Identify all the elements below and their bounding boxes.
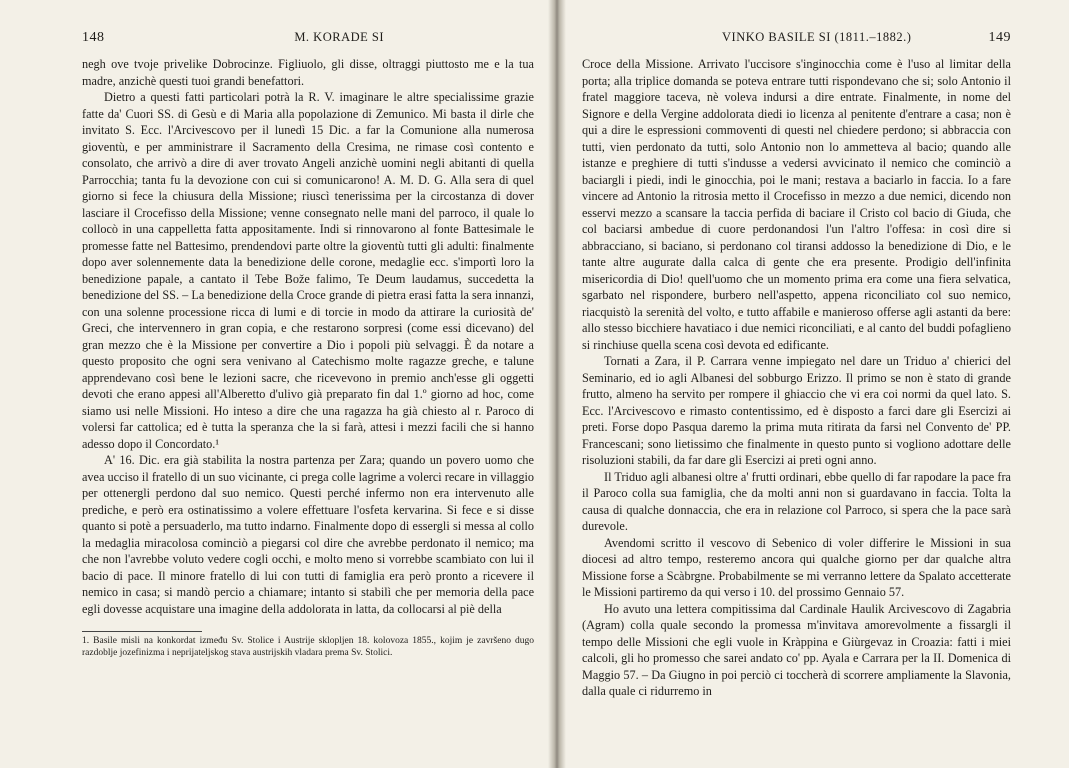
left-page-number: 148	[82, 30, 105, 45]
left-paragraph-3: A' 16. Dic. era già stabilita la nostra partenza per Zara; quando un povero uomo che avea ucciso il fratello di un suo vicinante, ci prega colle lagrime a volerci recare in villaggio per ottenergli perdono dal suo nemico. Questi perché infermo non era intervenuto alle prediche, e però era ostinatissimo a volere effettuare l'osfeta kervarina. Si fece e si disse quanto si potè a persuaderlo, ma tutto indarno. Finalmente dopo di essergli si messa al collo la medaglia miracolosa cominciò a piegarsi col dire che avrebbe perdonato il nemico; ma che non l'avrebbe voluto vedere cogli occhi, e molto meno si vorrebbe scambiato con lui il bacio di pace. Il minore fratello di lui con tutti di famiglia era però pronto a ricevere il nemico in casa; si mandò percio a chiamare; intanto si stabilì che per memoria della pace egli dovesse acquistare una imagine della addolorata in latta, da collocarsi al piè della	[82, 453, 534, 616]
right-paragraph-5: Ho avuto una lettera compitissima dal Cardinale Haulik Arcivescovo di Zagabria (Agram) colla quale secondo la promessa m'invitava amorevolmente a fissargli il tempo delle Missioni che egli vuole in Kràppina e Giùrgevaz in Croazia: fatti i miei calcoli, gli ho promesso che sarei andato co' pp. Ayala e Carrara per la II. Domenica di Maggio 57. – Da Giugno in poi perciò ci toccherà di scorrere ampliamente la Slavonia, dalla quale ci ridurremo in	[582, 601, 1011, 698]
right-running-header	[582, 30, 1011, 46]
footnote: 1. Basile misli na konkordat između Sv. Stolice i Austrije sklopljen 18. kolovoza 1855., kojim je završeno dugo razdoblje jozefinizma i neprijateljskog stava austrijskih vladara prema Sv. Stolici.	[82, 636, 534, 658]
right-page	[566, 0, 1069, 768]
right-running-head: VINKO BASILE SI (1811.–1882.)	[722, 30, 912, 44]
right-paragraph-4: Avendomi scritto il vescovo di Sebenico di voler differire le Missioni in sua diocesi ad altro tempo, resteremo ancora qui qualche giorno per dar qualche altra Missione forse a Scàbrgne. Probabilmente se mi verranno lettere da Spalato accetterate le Missioni partiremo da qui verso i 10. del prossimo Gennaio 57.	[582, 535, 1011, 599]
left-paragraph-1: negh ove tvoje privelike Dobrocinze. Figliuolo, gli disse, oltraggi piuttosto me e la tua madre, anzichè questi tuoi grandi benefattori.	[82, 57, 534, 88]
book-gutter	[548, 0, 566, 768]
right-paragraph-3: Il Triduo agli albanesi oltre a' frutti ordinari, ebbe quello di far rapodare la pace fra il Paroco colla sua famiglia, che da molti anni non si guardavano in faccia. Tolta la causa di qualche donnaccia, che era in relazione col Parroco, si spera che la pace sarà durevole.	[582, 469, 1011, 533]
left-running-head: M. KORADE SI	[294, 30, 384, 44]
right-page-number: 149	[988, 30, 1011, 45]
right-paragraph-1: Croce della Missione. Arrivato l'uccisore s'inginocchia come è l'uso al limitar della porta; alla triplice domanda se poteva entrare tutti rispondevano che si; solo Antonio il fratel maggiore taceva, nè voleva indursi a dire entrate. Finalmente, in nome del Signore e della Vergine addolorata diedi io licenza al penitente d'entrare a casa; non è qui a dire le espressioni commoventi di questi nel chiedere perdono; si abbraccia con tutti, vien perdonato da tutti, solo Antonio non lo ammetteva al bacio; quando alle istanze e preghiere di tutti s'indusse a vedersi avvicinato il nemico che cominciò a baciargli i piedi, indi le ginocchia, poi le mani; restava a baciarlo in faccia. Io a fare vincere ad Antonio la ritrosia metto il Crocefisso in mezzo a due nemici, dicendo non esservi mezzo a scansare la taccia perfida di baciare il Cristo col bacio di Giuda, che col baciarsi ambedue di cuore perdonandosi l'un l'altro l'offesa: in così dire si abbracciano, si baciano, si perdonano col tiransi addosso la benedizione di Dio, e le tante altre augurate dalla calca di gente che era presente. Prodigio dell'infinita misericordia di Dio! quell'uomo che un momento prima era come una fiera selvatica, sgarbato nel rispondere, burbero nell'aspetto, appena riconciliato col suo nemico, riacquistò la serenità del volto, e tutto affabile e manieroso offerse agli astanti da bere: allo stesso bicchiere havatiaco i due nemici riconciliati, e al canto del buddi pofaglieno si rinchiuse quella scena così devota ed edificante.	[582, 57, 1011, 352]
right-body-text	[582, 56, 1011, 700]
footnote-rule	[82, 631, 202, 632]
left-paragraph-2: Dietro a questi fatti particolari potrà la R. V. imaginare le altre specialissime grazie fatte da' Cuori SS. di Gesù e di Maria alla popolazione di Zemunico. Mi basta il dirle che invitato S. Ecc. l'Arcivescovo per il lunedì 15 Dic. a far la Comunione alla numerosa gioventù, e per amministrare il Sacramento della Cresima, ne rimase così contento e consolato, che arrivò a dire di aver trovato Angeli anzichè uomini negli abitanti di quella Parrocchia; tanta fu la devozione con cui si comunicarono! A. M. D. G. Alla sera di quel giorno si fece la chiusura della Missione; riuscì tenerissima per la circostanza di dover lasciare il Crocefisso della Missione; venne consegnato nelle mani del parroco, il quale lo collocò in una cappelletta fatta appositamente. Indi si rinnovarono al fonte Battesimale le promesse fatte nel Battesimo, prendendovi parte oltre la gioventù tutti gli adulti: finalmente dopo aver solennemente data la benedizione delle corone, medaglie ecc. s'importì loro la benedizione papale, a cantato il Tebe Bože falimo, Te Deum laudamus, succedetta la benedizione del SS. – La benedizione della Croce grande di pietra erasi fatta la sera innanzi, con una solenne processione ricca di lumi e di torcie in modo da attirare la curiosità de' Greci, che intervennero in gran copia, e che restarono sorpresi (come essi dicevano) del gran mezzo che è la Missione per convertire a Dio i popoli più selvaggi. È da notare a questo proposito che ogni sera venivano al Catechismo molte ragazze greche, e talune apprendevano così bene le lezioni sacre, che ricevevono in premio anch'esse gli oggetti devoti che erano appesi all'Alberetto d'ulivo già preparato fin dal 1.º giorno ad hoc, come siamo usi nelle Missioni. Ho inteso a dire che una ragazza ha già chiesto al r. Paroco di volersi far cattolica; ed è tutta la speranza che la si farà, attesi i mezzi facili che si hanno adesso dopo il Concordato.¹	[82, 90, 534, 451]
right-paragraph-2: Tornati a Zara, il P. Carrara venne impiegato nel dare un Triduo a' chierici del Seminario, ed io agli Albanesi del sobburgo Erizzo. Il primo se non è stato di grande frutto, almeno ha servito per rompere il ghiaccio che vi era coi normi da quel lato. S. Ecc. l'Arcivescovo e rimasto contentissimo, ed è disposto a farci dare gli Esercizi ai preti. Forse dopo Pasqua daremo la prima muta ritirata da farsi nel Convento de' PP. Francescani; sono lietissimo che finalmente in questo punto si vogliono adottare delle risoluzioni stabili, da far dare gli Esercizi ai preti ogni anno.	[582, 354, 1011, 467]
left-running-header	[82, 30, 534, 46]
left-body-text	[82, 56, 534, 617]
